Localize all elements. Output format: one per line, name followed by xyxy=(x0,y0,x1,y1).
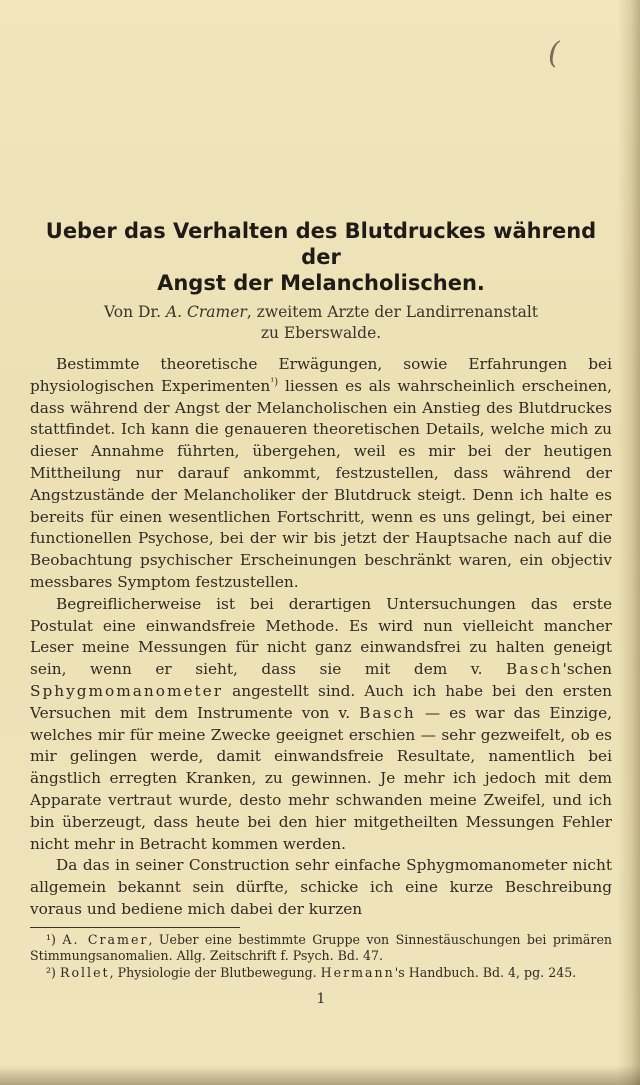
footnote-1-mark: ¹) xyxy=(46,931,63,947)
article-title xyxy=(30,218,612,296)
paragraph-2-text-a: Begreiflicherweise ist bei derartigen Untersuchungen das erste Postulat eine einwandsfreie Methode. Es wird nun vielleicht mancher Leser meine Messungen für nicht ganz einwandsfrei zu halten geneigt sein, wenn er sieht, dass sie mit dem v. xyxy=(30,594,612,679)
name-basch-2: Basch xyxy=(359,703,416,722)
paragraph-1-text-a: Bestimmte theoretische Erwägungen, sowie Erfahrungen bei physiologischen Experimenten xyxy=(30,355,612,395)
page-edge-shadow-bottom xyxy=(0,1065,640,1085)
page-edge-shadow-right xyxy=(618,0,640,1085)
footnote-2-author: Rollet xyxy=(59,964,110,980)
footnote-2-mark: ²) xyxy=(46,964,60,980)
author-prefix: Von Dr. xyxy=(103,303,166,321)
handwritten-corner-mark: ( xyxy=(548,36,560,71)
paragraph-3: Da das in seiner Construction sehr einfache Sphygmomanometer nicht allgemein bekannt sein dürfte, schicke ich eine kurze Beschreibung voraus und bediene mich dabei der kurzen xyxy=(30,856,612,918)
footnote-2-text-b: 's Handbuch. Bd. 4, pg. 245. xyxy=(394,964,577,980)
paragraph-2-text-d: — es war das Einzige, welches mir für meine Zwecke geeignet erschien — sehr gezweifelt, ob es mir gelingen werde, damit einwandsfreie Resultate, namentlich bei ängstlich erregten Kranken, zu gewinnen. Je mehr ich jedoch mit dem Apparate vertraut wurde, desto mehr schwanden meine Zweifel, und ich bin überzeugt, dass heute bei den hier mitgetheilten Messungen Fehler nicht mehr in Betracht kommen werden. xyxy=(30,703,612,853)
title-line-2: Angst der Melancholischen. xyxy=(157,271,485,295)
name-basch-1: Basch xyxy=(505,660,563,679)
footnote-2-editor: Hermann xyxy=(320,964,395,980)
author-location: zu Eberswalde. xyxy=(260,324,382,342)
author-affiliation: , zweitem Arzte der Landirrenanstalt xyxy=(246,303,539,321)
footnote-2 xyxy=(30,965,612,982)
footnote-1 xyxy=(30,932,612,965)
page-number: 1 xyxy=(316,991,326,1008)
footnote-1-text: , Ueber eine bestimmte Gruppe von Sinnestäuschungen bei primären Stimmungsanomalien. Allg. Zeitschrift f. Psych. Bd. 47. xyxy=(30,931,613,964)
paragraph-1 xyxy=(30,354,612,594)
term-sphygmomanometer: Sphygmomanometer xyxy=(30,681,224,700)
footnote-ref-1: ¹) xyxy=(270,376,279,388)
footnote-separator xyxy=(30,927,240,928)
footnote-1-author: A. Cramer xyxy=(62,931,149,947)
paragraph-2 xyxy=(30,594,612,856)
footnote-2-text: , Physiologie der Blutbewegung. xyxy=(109,964,321,980)
article-content xyxy=(30,218,612,1007)
title-line-1: Ueber das Verhalten des Blutdruckes während der xyxy=(45,219,597,269)
paragraph-1-text-b: liessen es als wahrscheinlich erscheinen, dass während der Angst der Melancholischen ein Anstieg des Blutdruckes stattfindet. Ich kann die genaueren theoretischen Details, welche mich zu dieser Annahme führten, übergehen, weil es mir bei der heutigen Mittheilung nur darauf ankommt, festzustellen, dass während der Angstzustände der Melancholiker der Blutdruck steigt. Denn ich halte es bereits für einen wesentlichen Fortschritt, wenn es uns gelingt, bei einer functionellen Psychose, bei der wir bis jetzt der Hauptsache nach auf die Beobachtung psychischer Erscheinungen beschränkt waren, ein objectiv messbares Symptom festzustellen. xyxy=(30,376,612,591)
author-byline xyxy=(30,302,612,344)
author-name: A. Cramer xyxy=(165,303,247,321)
paragraph-2-text-c: angestellt sind. Auch ich habe bei den ersten Versuchen mit dem Instrumente von v. xyxy=(30,681,612,722)
paragraph-2-text-b: 'schen xyxy=(562,660,612,679)
